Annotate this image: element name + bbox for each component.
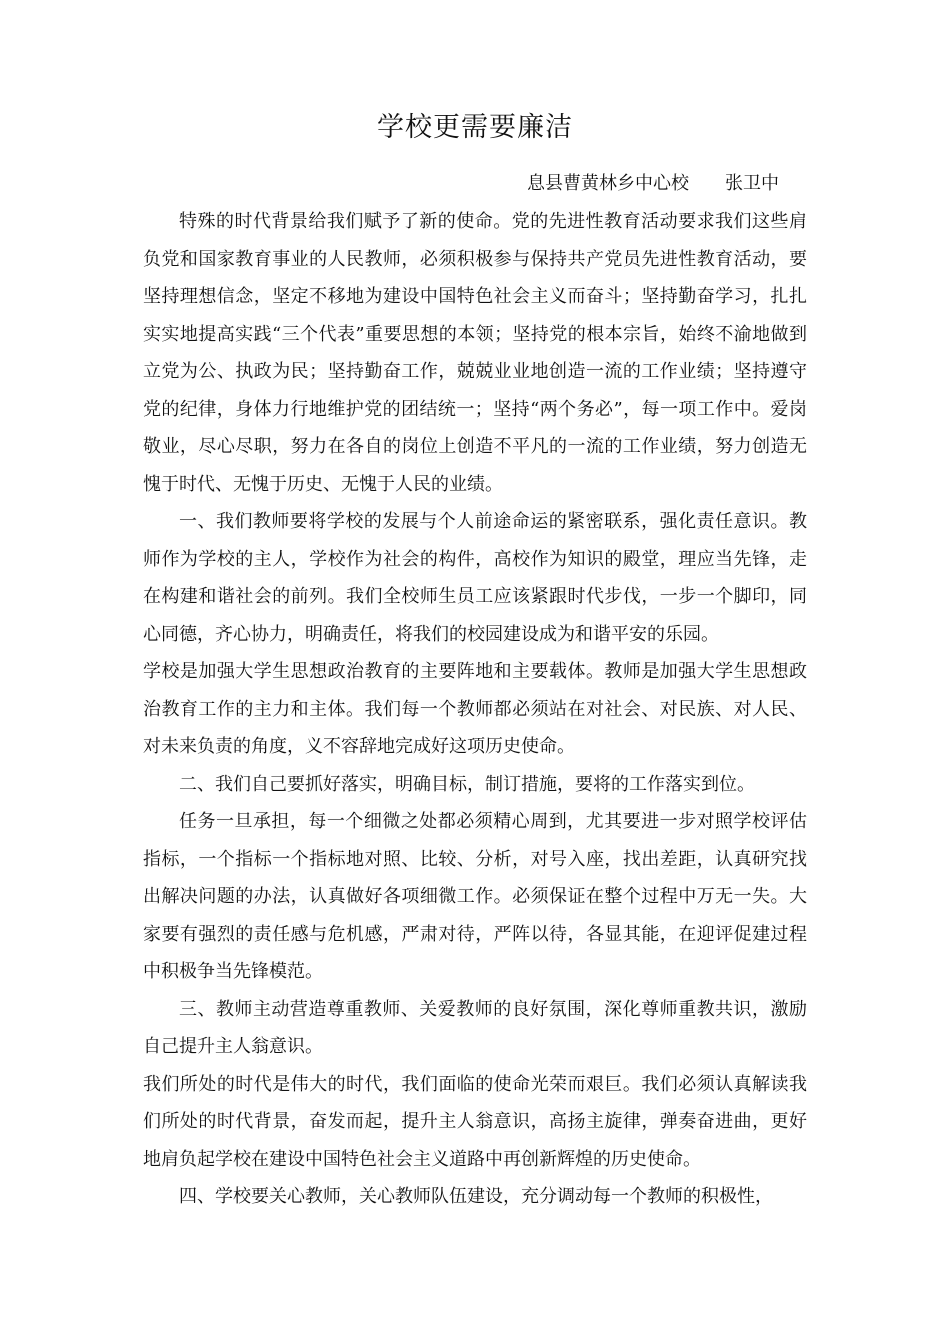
document-title: 学校更需要廉洁 bbox=[377, 112, 573, 143]
paragraph-section-three: 三、教师主动营造尊重教师、关爱教师的良好氛围，深化尊师重教共识，激励自己提升主人翁意识。 bbox=[143, 998, 807, 1057]
paragraph-section-two-detail: 任务一旦承担，每一个细微之处都必须精心周到，尤其要进一步对照学校评估指标，一个指标一个指标地对照、比较、分析，对号入座，找出差距，认真研究找出解决问题的办法，认真做好各项细微工作。必须保证在整个过程中万无一失。大家要有强烈的责任感与危机感，严肃对待，严阵以待，各显其能，在迎评促建过程中积极争当先锋模范。 bbox=[143, 811, 807, 982]
paragraph-section-one: 一、我们教师要将学校的发展与个人前途命运的紧密联系，强化责任意识。教师作为学校的主人，学校作为社会的构件，高校作为知识的殿堂，理应当先锋，走在构建和谐社会的前列。我们全校师生员工应该紧跟时代步伐，一步一个脚印，同心同德，齐心协力，明确责任，将我们的校园建设成为和谐平安的乐园。 bbox=[143, 511, 807, 645]
paragraph-intro: 特殊的时代背景给我们赋予了新的使命。党的先进性教育活动要求我们这些肩负党和国家教育事业的人民教师，必须积极参与保持共产党员先进性教育活动，要坚持理想信念，坚定不移地为建设中国特色社会主义而奋斗；坚持勤奋学习，扎扎实实地提高实践“三个代表”重要思想的本领；坚持党的根本宗旨，始终不渝地做到立党为公、执政为民；坚持勤奋工作，兢兢业业地创造一流的工作业绩；坚持遵守党的纪律，身体力行地维护党的团结统一；坚持“两个务必”，每一项工作中。爱岗敬业，尽心尽职，努力在各自的岗位上创造不平凡的一流的工作业绩，努力创造无愧于时代、无愧于历史、无愧于人民的业绩。 bbox=[143, 211, 807, 495]
document-author: 息县曹黄林乡中心校 张卫中 bbox=[527, 173, 779, 194]
document-body bbox=[143, 203, 807, 1216]
paragraph-section-two: 二、我们自己要抓好落实，明确目标，制订措施，要将的工作落实到位。 bbox=[179, 773, 755, 795]
paragraph-section-three-continued: 我们所处的时代是伟大的时代，我们面临的使命光荣而艰巨。我们必须认真解读我们所处的时代背景，奋发而起，提升主人翁意识，高扬主旋律，弹奏奋进曲，更好地肩负起学校在建设中国特色社会主义道路中再创新辉煌的历史使命。 bbox=[143, 1073, 807, 1170]
paragraph-section-one-continued: 学校是加强大学生思想政治教育的主要阵地和主要载体。教师是加强大学生思想政治教育工作的主力和主体。我们每一个教师都必须站在对社会、对民族、对人民、对未来负责的角度，义不容辞地完成好这项历史使命。 bbox=[143, 661, 807, 757]
paragraph-section-four: 四、学校要关心教师，关心教师队伍建设，充分调动每一个教师的积极性， bbox=[179, 1186, 773, 1207]
